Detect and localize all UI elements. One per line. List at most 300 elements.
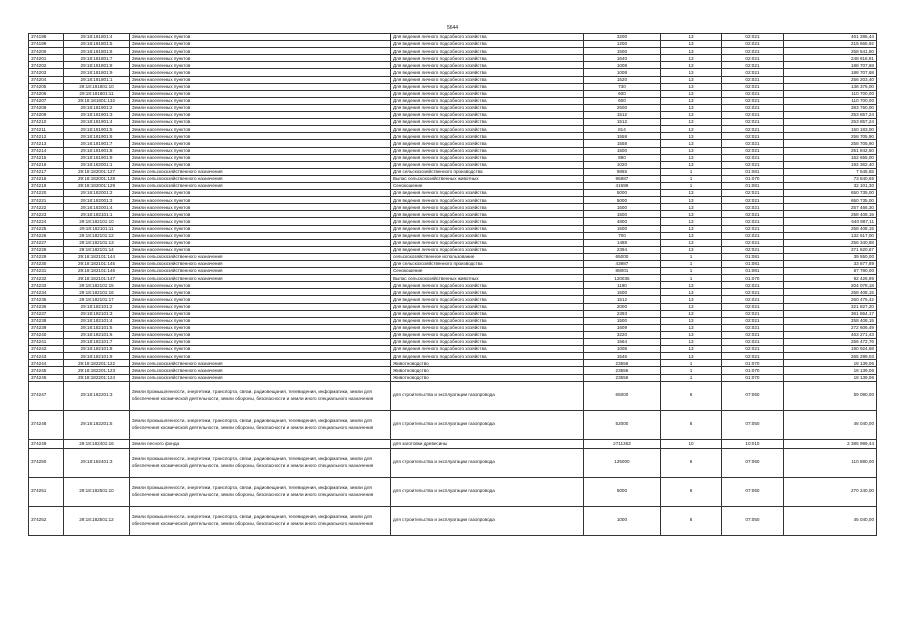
cadastral-number-cell: 29:18:181901:5 xyxy=(64,126,130,133)
code-cell: 13 xyxy=(660,232,721,239)
cadastral-number-cell: 29:18:181901:4 xyxy=(64,119,130,126)
cadastral-value-cell: 110 880,00 xyxy=(783,448,876,477)
row-number-cell: 374209 xyxy=(29,112,64,119)
area-cell: 3200 xyxy=(584,34,661,41)
group-code-cell: 07:050 xyxy=(722,381,783,410)
permitted-use-cell: Для ведения личного подсобного хозяйства xyxy=(390,282,583,289)
cadastral-value-cell: 59 090,00 xyxy=(783,381,876,410)
area-cell: 890 xyxy=(584,154,661,161)
cadastral-number-cell: 29:18:181901:3 xyxy=(64,112,130,119)
permitted-use-cell: для заготовки древесины xyxy=(390,439,583,448)
land-category-cell: Земли населенных пунктов xyxy=(129,140,390,147)
group-code-cell: 02:021 xyxy=(722,346,783,353)
permitted-use-cell: Для ведения личного подсобного хозяйства xyxy=(390,97,583,104)
code-cell: 1 xyxy=(660,367,721,374)
land-category-cell: Земли населенных пунктов xyxy=(129,239,390,246)
group-code-cell: 02:021 xyxy=(722,246,783,253)
permitted-use-cell: Для ведения личного подсобного хозяйства xyxy=(390,324,583,331)
group-code-cell: 02:021 xyxy=(722,303,783,310)
group-code-cell: 02:021 xyxy=(722,41,783,48)
area-cell: 1488 xyxy=(584,239,661,246)
cadastral-value-cell: 258 705,90 xyxy=(783,133,876,140)
cadastral-value-cell: 257 466,30 xyxy=(783,204,876,211)
group-code-cell: 10:010 xyxy=(722,439,783,448)
code-cell: 13 xyxy=(660,69,721,76)
land-category-cell: Земли населенных пунктов xyxy=(129,339,390,346)
row-number-cell: 374243 xyxy=(29,353,64,360)
area-cell: 1520 xyxy=(584,76,661,83)
cadastral-number-cell: 29:18:181801:1 xyxy=(64,76,130,83)
cadastral-value-cell: 150 183,00 xyxy=(783,126,876,133)
cadastral-number-cell: 29:18:182101:13 xyxy=(64,239,130,246)
permitted-use-cell: Животноводство xyxy=(390,360,583,367)
cadastral-value-cell: 110 700,00 xyxy=(783,90,876,97)
permitted-use-cell: Для ведения личного подсобного хозяйства xyxy=(390,296,583,303)
permitted-use-cell: Для ведения личного подсобного хозяйства xyxy=(390,190,583,197)
row-number-cell: 374223 xyxy=(29,211,64,218)
land-category-cell: Земли населенных пунктов xyxy=(129,83,390,90)
row-number-cell: 374249 xyxy=(29,439,64,448)
row-number-cell: 374231 xyxy=(29,268,64,275)
group-code-cell: 02:021 xyxy=(722,289,783,296)
permitted-use-cell: сельскохозяйственное использование xyxy=(390,253,583,260)
cadastral-number-cell: 29:18:182101:12 xyxy=(64,232,130,239)
land-category-cell: Земли населенных пунктов xyxy=(129,133,390,140)
group-code-cell: 01:081 xyxy=(722,268,783,275)
area-cell: 1609 xyxy=(584,324,661,331)
code-cell: 13 xyxy=(660,190,721,197)
code-cell: 1 xyxy=(660,168,721,175)
code-cell: 1 xyxy=(660,275,721,282)
cadastral-value-cell: 253 857,24 xyxy=(783,112,876,119)
group-code-cell: 02:021 xyxy=(722,296,783,303)
land-category-cell: Земли населенных пунктов xyxy=(129,190,390,197)
land-category-cell: Земли населенных пунктов xyxy=(129,204,390,211)
cadastral-number-cell: 29:18:182101:1 xyxy=(64,211,130,218)
code-cell: 10 xyxy=(660,439,721,448)
code-cell: 6 xyxy=(660,410,721,439)
permitted-use-cell: Для ведения личного подсобного хозяйства xyxy=(390,346,583,353)
group-code-cell: 02:021 xyxy=(722,317,783,324)
land-category-cell: Земли населенных пунктов xyxy=(129,346,390,353)
permitted-use-cell: Для ведения личного подсобного хозяйства xyxy=(390,289,583,296)
land-category-cell: Земли населенных пунктов xyxy=(129,225,390,232)
cadastral-number-cell: 29:18:182201:122 xyxy=(64,360,130,367)
area-cell: 2394 xyxy=(584,246,661,253)
area-cell: 1500 xyxy=(584,225,661,232)
code-cell: 13 xyxy=(660,104,721,111)
area-cell: 1564 xyxy=(584,339,661,346)
group-code-cell: 02:021 xyxy=(722,133,783,140)
permitted-use-cell: Для ведения личного подсобного хозяйства xyxy=(390,48,583,55)
row-number-cell: 374201 xyxy=(29,55,64,62)
cadastral-number-cell: 29:18:182101:8 xyxy=(64,346,130,353)
area-cell: 1500 xyxy=(584,48,661,55)
row-number-cell: 374205 xyxy=(29,83,64,90)
group-code-cell: 01:081 xyxy=(722,253,783,260)
area-cell: 23556 xyxy=(584,374,661,381)
area-cell: 814 xyxy=(584,126,661,133)
row-number-cell: 374203 xyxy=(29,69,64,76)
table-row xyxy=(29,126,877,133)
group-code-cell: 02:021 xyxy=(722,353,783,360)
group-code-cell: 02:021 xyxy=(722,161,783,168)
group-code-cell: 02:021 xyxy=(722,119,783,126)
land-category-cell: Земли сельскохозяйственного назначения xyxy=(129,182,390,189)
area-cell: 3220 xyxy=(584,331,661,338)
group-code-cell: 07:050 xyxy=(722,448,783,477)
land-category-cell: Земли населенных пунктов xyxy=(129,97,390,104)
cadastral-number-cell: 29:18:181901:2 xyxy=(64,104,130,111)
table-row xyxy=(29,261,877,268)
cadastral-number-cell: 29:18:182101:10 xyxy=(64,218,130,225)
row-number-cell: 374233 xyxy=(29,282,64,289)
code-cell: 13 xyxy=(660,310,721,317)
code-cell: 13 xyxy=(660,133,721,140)
cadastral-number-cell: 29:18:181901:7 xyxy=(64,140,130,147)
group-code-cell: 02:021 xyxy=(722,147,783,154)
cadastral-number-cell: 29:18:182201:5 xyxy=(64,410,130,439)
cadastral-value-cell: 650 735,00 xyxy=(783,197,876,204)
code-cell: 13 xyxy=(660,289,721,296)
area-cell: 730 xyxy=(584,83,661,90)
group-code-cell: 02:021 xyxy=(722,239,783,246)
area-cell: 1020 xyxy=(584,161,661,168)
group-code-cell: 02:021 xyxy=(722,204,783,211)
cadastral-value-cell: 256 340,88 xyxy=(783,239,876,246)
land-category-cell: Земли промышленности, энергетики, транспорта, связи, радиовещания, телевидения, информатики, земли для обеспечения космической деятельности, земли обороны, безопасности и земли иного специального назначения xyxy=(129,477,390,506)
cadastral-number-cell: 29:18:182501:12 xyxy=(64,506,130,535)
group-code-cell: 02:021 xyxy=(722,76,783,83)
row-number-cell: 374251 xyxy=(29,477,64,506)
cadastral-value-cell: 371 620,67 xyxy=(783,246,876,253)
cadastral-number-cell: 29:18:182001:129 xyxy=(64,182,130,189)
land-category-cell: Земли населенных пунктов xyxy=(129,41,390,48)
area-cell: 1190 xyxy=(584,282,661,289)
row-number-cell: 374208 xyxy=(29,104,64,111)
cadastral-number-cell: 29:18:182001:2 xyxy=(64,190,130,197)
area-cell: 5000 xyxy=(584,190,661,197)
row-number-cell: 374245 xyxy=(29,367,64,374)
row-number-cell: 374235 xyxy=(29,296,64,303)
area-cell: 2000 xyxy=(584,303,661,310)
cadastral-value-cell: 461 285,44 xyxy=(783,34,876,41)
land-category-cell: Земли населенных пунктов xyxy=(129,317,390,324)
cadastral-value-cell: 253 857,24 xyxy=(783,119,876,126)
code-cell: 13 xyxy=(660,112,721,119)
code-cell: 13 xyxy=(660,225,721,232)
permitted-use-cell: Для ведения личного подсобного хозяйства xyxy=(390,197,583,204)
cadastral-value-cell: 265 299,03 xyxy=(783,353,876,360)
permitted-use-cell: Для ведения личного подсобного хозяйства xyxy=(390,154,583,161)
code-cell: 13 xyxy=(660,76,721,83)
cadastral-number-cell: 29:18:181801:8 xyxy=(64,62,130,69)
table-row xyxy=(29,410,877,439)
table-row xyxy=(29,97,877,104)
table-row xyxy=(29,83,877,90)
permitted-use-cell: Для ведения личного подсобного хозяйства xyxy=(390,55,583,62)
row-number-cell: 374212 xyxy=(29,133,64,140)
area-cell: 9865 xyxy=(584,168,661,175)
cadastral-number-cell: 29:18:182501:10 xyxy=(64,477,130,506)
code-cell: 13 xyxy=(660,239,721,246)
group-code-cell: 07:050 xyxy=(722,477,783,506)
table-row xyxy=(29,204,877,211)
cadastral-number-cell: 29:18:182101:6 xyxy=(64,331,130,338)
table-row xyxy=(29,439,877,448)
permitted-use-cell: Для ведения личного подсобного хозяйства xyxy=(390,119,583,126)
cadastral-number-cell: 29:18:182001:128 xyxy=(64,175,130,182)
area-cell: 1500 xyxy=(584,289,661,296)
group-code-cell: 02:021 xyxy=(722,90,783,97)
table-row xyxy=(29,140,877,147)
permitted-use-cell: для строительства и эксплуатации газопровода xyxy=(390,448,583,477)
land-category-cell: Земли населенных пунктов xyxy=(129,119,390,126)
permitted-use-cell: Животноводство xyxy=(390,367,583,374)
row-number-cell: 374240 xyxy=(29,331,64,338)
table-row xyxy=(29,133,877,140)
row-number-cell: 374218 xyxy=(29,175,64,182)
permitted-use-cell: Выпас сельскохозяйственных животных xyxy=(390,175,583,182)
permitted-use-cell: Для ведения личного подсобного хозяйства xyxy=(390,104,583,111)
code-cell: 13 xyxy=(660,119,721,126)
code-cell: 13 xyxy=(660,147,721,154)
table-row xyxy=(29,239,877,246)
row-number-cell: 374210 xyxy=(29,119,64,126)
cadastral-number-cell: 29:18:182101:2 xyxy=(64,303,130,310)
permitted-use-cell: для строительства и эксплуатации газопровода xyxy=(390,477,583,506)
group-code-cell: 07:050 xyxy=(722,506,783,535)
group-code-cell: 02:021 xyxy=(722,232,783,239)
area-cell: 5000 xyxy=(584,477,661,506)
code-cell: 13 xyxy=(660,324,721,331)
table-row xyxy=(29,506,877,535)
code-cell: 13 xyxy=(660,34,721,41)
cadastral-value-cell: 162 655,00 xyxy=(783,154,876,161)
code-cell: 13 xyxy=(660,211,721,218)
table-row xyxy=(29,374,877,381)
cadastral-value-cell: 188 707,68 xyxy=(783,62,876,69)
table-row xyxy=(29,104,877,111)
area-cell: 4800 xyxy=(584,218,661,225)
code-cell: 1 xyxy=(660,360,721,367)
code-cell: 13 xyxy=(660,353,721,360)
permitted-use-cell: Для ведения личного подсобного хозяйства xyxy=(390,34,583,41)
area-cell: 1558 xyxy=(584,140,661,147)
area-cell: 125000 xyxy=(584,448,661,477)
land-category-cell: Земли промышленности, энергетики, транспорта, связи, радиовещания, телевидения, информатики, земли для обеспечения космической деятельности, земли обороны, безопасности и земли иного специального назначения xyxy=(129,506,390,535)
table-row xyxy=(29,225,877,232)
permitted-use-cell: Для ведения личного подсобного хозяйства xyxy=(390,310,583,317)
land-category-cell: Земли сельскохозяйственного назначения xyxy=(129,261,390,268)
land-category-cell: Земли населенных пунктов xyxy=(129,34,390,41)
table-row xyxy=(29,339,877,346)
cadastral-value-cell: 18 139,06 xyxy=(783,374,876,381)
code-cell: 6 xyxy=(660,448,721,477)
table-row xyxy=(29,168,877,175)
cadastral-number-cell: 29:18:181801:132 xyxy=(64,97,130,104)
group-code-cell: 02:021 xyxy=(722,190,783,197)
code-cell: 1 xyxy=(660,261,721,268)
cadastral-number-cell: 29:18:182101:11 xyxy=(64,225,130,232)
permitted-use-cell: Для сельскохозяйственного производства xyxy=(390,261,583,268)
cadastral-number-cell: 29:18:182001:4 xyxy=(64,204,130,211)
cadastral-value-table xyxy=(28,33,877,536)
row-number-cell: 374207 xyxy=(29,97,64,104)
cadastral-value-cell: 258 541,50 xyxy=(783,48,876,55)
permitted-use-cell: Сенокошение xyxy=(390,268,583,275)
row-number-cell: 374199 xyxy=(29,41,64,48)
cadastral-number-cell: 29:18:181901:9 xyxy=(64,154,130,161)
table-row xyxy=(29,154,877,161)
cadastral-value-cell: 73 840,65 xyxy=(783,175,876,182)
row-number-cell: 374230 xyxy=(29,261,64,268)
group-code-cell: 02:021 xyxy=(722,225,783,232)
group-code-cell: 07:050 xyxy=(722,410,783,439)
cadastral-number-cell: 29:18:181801:6 xyxy=(64,48,130,55)
row-number-cell: 374247 xyxy=(29,381,64,410)
area-cell: 600 xyxy=(584,90,661,97)
permitted-use-cell: Для ведения личного подсобного хозяйства xyxy=(390,161,583,168)
group-code-cell: 02:021 xyxy=(722,282,783,289)
area-cell: 65000 xyxy=(584,253,661,260)
row-number-cell: 374234 xyxy=(29,289,64,296)
area-cell: 1500 xyxy=(584,204,661,211)
row-number-cell: 374211 xyxy=(29,126,64,133)
cadastral-number-cell: 29:18:181901:6 xyxy=(64,133,130,140)
table-row xyxy=(29,119,877,126)
group-code-cell: 02:021 xyxy=(722,104,783,111)
code-cell: 13 xyxy=(660,62,721,69)
table-row xyxy=(29,275,877,282)
permitted-use-cell: Для ведения личного подсобного хозяйства xyxy=(390,83,583,90)
row-number-cell: 374224 xyxy=(29,218,64,225)
cadastral-value-cell: 39 550,00 xyxy=(783,253,876,260)
cadastral-number-cell: 29:18:182101:147 xyxy=(64,275,130,282)
code-cell: 6 xyxy=(660,477,721,506)
group-code-cell: 01:081 xyxy=(722,261,783,268)
group-code-cell: 02:021 xyxy=(722,97,783,104)
table-row xyxy=(29,367,877,374)
group-code-cell: 01:070 xyxy=(722,360,783,367)
area-cell: 1008 xyxy=(584,62,661,69)
cadastral-value-cell: 640 887,11 xyxy=(783,218,876,225)
land-category-cell: Земли населенных пунктов xyxy=(129,55,390,62)
code-cell: 13 xyxy=(660,197,721,204)
table-row xyxy=(29,448,877,477)
code-cell: 6 xyxy=(660,381,721,410)
area-cell: 2393 xyxy=(584,310,661,317)
land-category-cell: Земли населенных пунктов xyxy=(129,154,390,161)
cadastral-value-cell: 110 700,00 xyxy=(783,97,876,104)
permitted-use-cell: Для ведения личного подсобного хозяйства xyxy=(390,232,583,239)
area-cell: 120035 xyxy=(584,275,661,282)
permitted-use-cell: Для ведения личного подсобного хозяйства xyxy=(390,140,583,147)
area-cell: 1512 xyxy=(584,119,661,126)
permitted-use-cell: Для ведения личного подсобного хозяйства xyxy=(390,353,583,360)
group-code-cell: 02:021 xyxy=(722,62,783,69)
table-row xyxy=(29,76,877,83)
cadastral-value-cell: 266 472,76 xyxy=(783,339,876,346)
table-row xyxy=(29,48,877,55)
group-code-cell: 01:070 xyxy=(722,175,783,182)
area-cell: 1000 xyxy=(584,506,661,535)
area-cell: 1512 xyxy=(584,112,661,119)
code-cell: 13 xyxy=(660,317,721,324)
row-number-cell: 374227 xyxy=(29,239,64,246)
permitted-use-cell: Для ведения личного подсобного хозяйства xyxy=(390,41,583,48)
row-number-cell: 374239 xyxy=(29,324,64,331)
row-number-cell: 374232 xyxy=(29,275,64,282)
land-category-cell: Земли населенных пунктов xyxy=(129,161,390,168)
permitted-use-cell: Для ведения личного подсобного хозяйства xyxy=(390,218,583,225)
group-code-cell: 02:021 xyxy=(722,83,783,90)
cadastral-value-cell: 258 705,90 xyxy=(783,140,876,147)
area-cell: 600 xyxy=(584,97,661,104)
cadastral-value-cell: 190 924,68 xyxy=(783,346,876,353)
group-code-cell: 02:021 xyxy=(722,112,783,119)
table-row xyxy=(29,112,877,119)
cadastral-value-cell: 383 760,00 xyxy=(783,104,876,111)
code-cell: 13 xyxy=(660,97,721,104)
row-number-cell: 374213 xyxy=(29,140,64,147)
code-cell: 1 xyxy=(660,182,721,189)
code-cell: 13 xyxy=(660,204,721,211)
area-cell: 88001 xyxy=(584,268,661,275)
land-category-cell: Земли сельскохозяйственного назначения xyxy=(129,367,390,374)
cadastral-number-cell: 29:18:181801:11 xyxy=(64,90,130,97)
table-row xyxy=(29,317,877,324)
row-number-cell: 374242 xyxy=(29,346,64,353)
code-cell: 13 xyxy=(660,339,721,346)
table-row xyxy=(29,310,877,317)
area-cell: 1546 xyxy=(584,353,661,360)
permitted-use-cell: Для ведения личного подсобного хозяйства xyxy=(390,239,583,246)
cadastral-value-cell: 33 877,89 xyxy=(783,261,876,268)
permitted-use-cell: для строительства и эксплуатации газопровода xyxy=(390,410,583,439)
cadastral-value-cell: 18 139,06 xyxy=(783,367,876,374)
table-row xyxy=(29,218,877,225)
row-number-cell: 374248 xyxy=(29,410,64,439)
cadastral-number-cell: 29:18:182101:14 xyxy=(64,246,130,253)
permitted-use-cell: Сенокошение xyxy=(390,182,583,189)
cadastral-number-cell: 29:18:182401:16 xyxy=(64,439,130,448)
cadastral-number-cell: 29:18:182001:3 xyxy=(64,197,130,204)
cadastral-value-cell: 321 827,20 xyxy=(783,303,876,310)
cadastral-number-cell: 29:18:182101:144 xyxy=(64,253,130,260)
permitted-use-cell: Для ведения личного подсобного хозяйства xyxy=(390,211,583,218)
table-row xyxy=(29,324,877,331)
row-number-cell: 374214 xyxy=(29,147,64,154)
table-row xyxy=(29,69,877,76)
permitted-use-cell: Для ведения личного подсобного хозяйства xyxy=(390,339,583,346)
area-cell: 2600 xyxy=(584,104,661,111)
permitted-use-cell: Для ведения личного подсобного хозяйства xyxy=(390,126,583,133)
land-category-cell: Земли населенных пунктов xyxy=(129,218,390,225)
code-cell: 13 xyxy=(660,161,721,168)
table-row xyxy=(29,182,877,189)
row-number-cell: 374221 xyxy=(29,197,64,204)
area-cell: 1008 xyxy=(584,346,661,353)
group-code-cell: 02:021 xyxy=(722,218,783,225)
land-category-cell: Земли населенных пунктов xyxy=(129,112,390,119)
cadastral-number-cell: 29:18:182101:4 xyxy=(64,317,130,324)
land-category-cell: Земли населенных пунктов xyxy=(129,303,390,310)
group-code-cell: 02:021 xyxy=(722,140,783,147)
cadastral-value-cell: 204 078,18 xyxy=(783,282,876,289)
row-number-cell: 374236 xyxy=(29,303,64,310)
cadastral-value-cell: 18 139,06 xyxy=(783,360,876,367)
